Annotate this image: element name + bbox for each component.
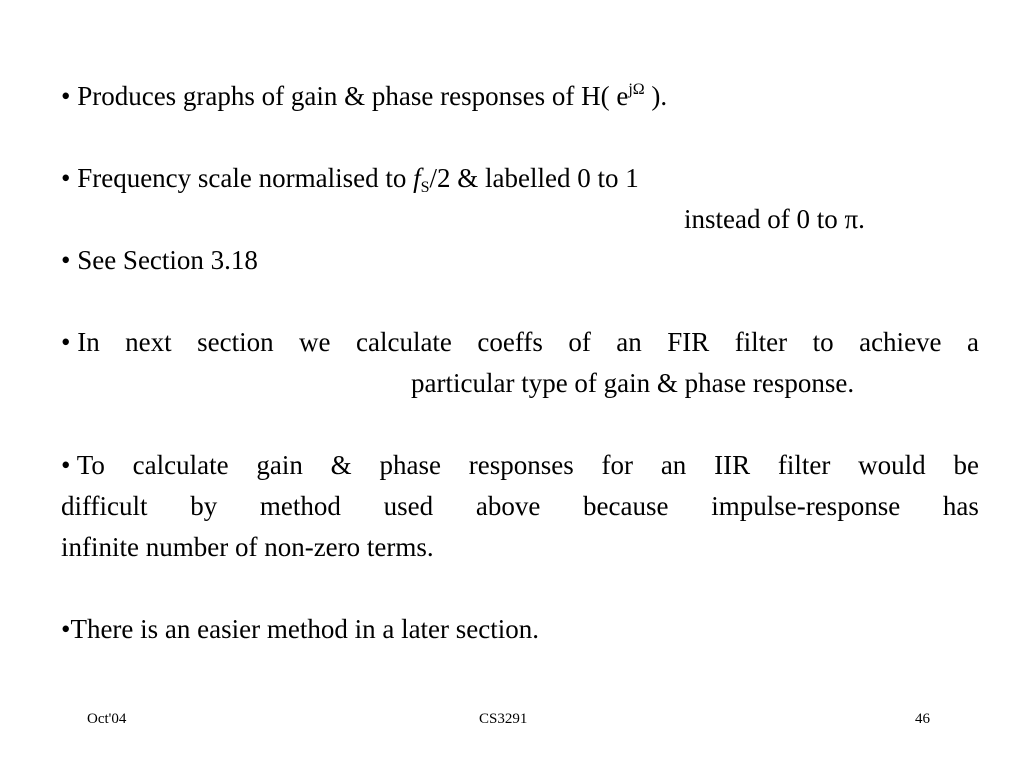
bullet2-continuation: instead of 0 to π. bbox=[684, 204, 865, 234]
bullet4-line1-word: section bbox=[197, 327, 274, 357]
bullet4-line1 bbox=[61, 322, 979, 363]
bullet1-prefix: • Produces graphs of gain & phase responses of H( e bbox=[61, 81, 629, 111]
bullet5-line2-word: difficult bbox=[61, 491, 148, 521]
bullet4-line2: particular type of gain & phase response. bbox=[411, 368, 855, 398]
bullet3-text: • See Section 3.18 bbox=[61, 245, 258, 275]
bullet-iir-line1 bbox=[61, 445, 979, 486]
bullet2-prefix: • Frequency scale normalised to bbox=[61, 163, 414, 193]
bullet5-line1 bbox=[61, 445, 979, 486]
bullet5-line1-word: IIR bbox=[714, 450, 751, 480]
bullet5-line1-word: responses bbox=[468, 450, 574, 480]
bullet5-line2-word: method bbox=[259, 491, 341, 521]
bullet2-f-symbol: f bbox=[413, 163, 421, 193]
bullet4-line1-word: FIR bbox=[667, 327, 710, 357]
bullet5-line1-word: • To bbox=[61, 450, 105, 480]
bullet5-line1-word: be bbox=[953, 450, 979, 480]
bullet4-line1-word: a bbox=[966, 327, 979, 357]
footer-course-code: CS3291 bbox=[479, 711, 528, 727]
bullet1-suffix: ). bbox=[644, 81, 668, 111]
bullet5-line1-word: calculate bbox=[132, 450, 229, 480]
bullet6-text: •There is an easier method in a later section. bbox=[61, 614, 540, 644]
footer-date: Oct'04 bbox=[87, 711, 127, 727]
bullet-next-section-line2 bbox=[411, 363, 854, 404]
bullet5-line1-word: for bbox=[601, 450, 634, 480]
bullet5-line3: infinite number of non-zero terms. bbox=[61, 532, 434, 562]
bullet5-line2 bbox=[61, 486, 979, 527]
bullet4-line1-word: coeffs bbox=[477, 327, 543, 357]
bullet-frequency-scale-continuation bbox=[684, 199, 865, 240]
bullet4-line1-word: we bbox=[299, 327, 331, 357]
bullet-next-section-line1 bbox=[61, 322, 979, 363]
bullet4-line1-word: an bbox=[616, 327, 642, 357]
bullet5-line1-word: would bbox=[858, 450, 926, 480]
bullet5-line2-word: has bbox=[942, 491, 979, 521]
bullet1-superscript: jΩ bbox=[628, 81, 645, 98]
bullet5-line1-word: & bbox=[330, 450, 352, 480]
bullet4-line1-word: • In bbox=[61, 327, 100, 357]
bullet5-line2-word: above bbox=[475, 491, 541, 521]
bullet5-line2-word: used bbox=[383, 491, 434, 521]
bullet4-line1-word: filter bbox=[734, 327, 788, 357]
bullet-iir-line2 bbox=[61, 486, 979, 527]
bullet2-subscript: S bbox=[420, 179, 430, 196]
bullet4-line1-word: to bbox=[812, 327, 834, 357]
bullet5-line1-word: filter bbox=[777, 450, 831, 480]
bullet4-line1-word: next bbox=[125, 327, 172, 357]
footer-page-number: 46 bbox=[915, 711, 930, 727]
bullet5-line2-word: impulse-response bbox=[711, 491, 901, 521]
bullet-iir-line3 bbox=[61, 527, 434, 568]
bullet4-line1-word: achieve bbox=[859, 327, 942, 357]
bullet5-line1-word: an bbox=[660, 450, 687, 480]
bullet2-suffix: /2 & labelled 0 to 1 bbox=[429, 163, 639, 193]
bullet-easier-method bbox=[61, 609, 539, 650]
bullet5-line1-word: phase bbox=[379, 450, 441, 480]
bullet4-line1-word: of bbox=[568, 327, 591, 357]
bullet-frequency-scale bbox=[61, 158, 639, 199]
bullet-see-section bbox=[61, 240, 258, 281]
bullet-produces-graphs bbox=[61, 76, 667, 117]
bullet5-line1-word: gain bbox=[256, 450, 303, 480]
bullet5-line2-word: by bbox=[190, 491, 218, 521]
bullet4-line1-word: calculate bbox=[355, 327, 452, 357]
bullet5-line2-word: because bbox=[583, 491, 669, 521]
